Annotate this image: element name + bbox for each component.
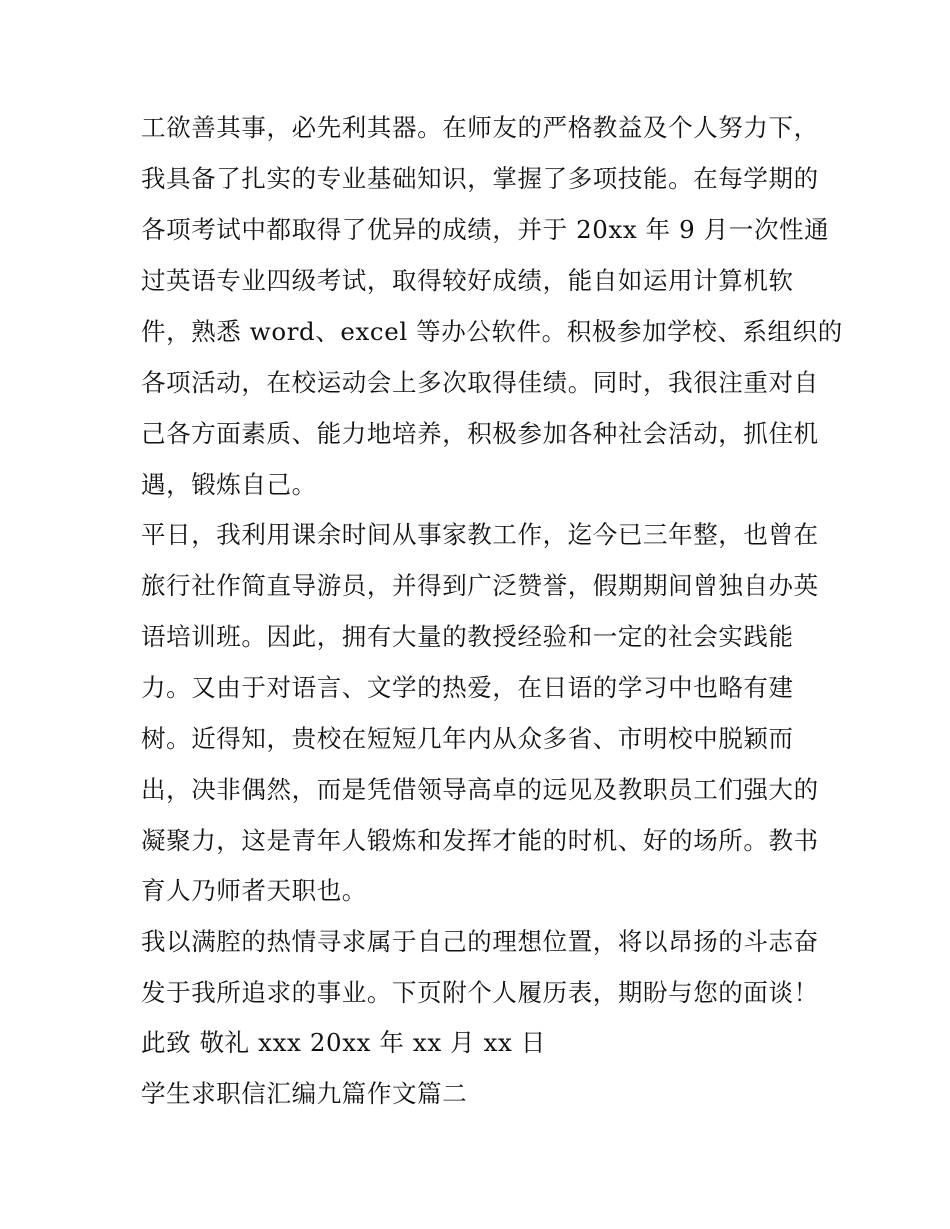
text-line: 出，决非偶然，而是凭借领导高卓的远见及教职员工们强大的 <box>141 775 819 804</box>
text-line: 凝聚力，这是青年人锻炼和发挥才能的时机、好的场所。教书 <box>141 826 819 855</box>
text-line: 工欲善其事，必先利其器。在师友的严格教益及个人努力下， <box>141 113 819 142</box>
section-title: 学生求职信汇编九篇作文篇二 <box>141 1079 468 1108</box>
text-line: 发于我所追求的事业。下页附个人履历表，期盼与您的面谈！ <box>141 978 819 1007</box>
text-line: 我以满腔的热情寻求属于自己的理想位置，将以昂扬的斗志奋 <box>141 927 819 956</box>
text-line: 旅行社作简直导游员，并得到广泛赞誉，假期期间曾独自办英 <box>141 571 819 600</box>
text-line: 此致 敬礼 xxx 20xx 年 xx 月 xx 日 <box>141 1028 546 1057</box>
text-line: 语培训班。因此，拥有大量的教授经验和一定的社会实践能 <box>141 622 794 651</box>
text-line: 各项活动，在校运动会上多次取得佳绩。同时，我很注重对自 <box>141 368 819 397</box>
text-line: 平日，我利用课余时间从事家教工作，迄今已三年整，也曾在 <box>141 520 819 549</box>
text-line: 育人乃师者天职也。 <box>141 876 367 905</box>
text-line: 力。又由于对语言、文学的热爱，在日语的学习中也略有建 <box>141 673 794 702</box>
text-line: 遇，锻炼自己。 <box>141 470 317 499</box>
text-line: 各项考试中都取得了优异的成绩，并于 20xx 年 9 月一次性通 <box>141 215 830 244</box>
text-line: 过英语专业四级考试，取得较好成绩，能自如运用计算机软 <box>141 266 794 295</box>
text-line: 己各方面素质、能力地培养，积极参加各种社会活动，抓住机 <box>141 419 819 448</box>
text-line: 树。近得知，贵校在短短几年内从众多省、市明校中脱颖而 <box>141 724 794 753</box>
text-line: 我具备了扎实的专业基础知识，掌握了多项技能。在每学期的 <box>141 164 819 193</box>
text-line: 件，熟悉 word、excel 等办公软件。积极参加学校、系组织的 <box>141 317 843 346</box>
